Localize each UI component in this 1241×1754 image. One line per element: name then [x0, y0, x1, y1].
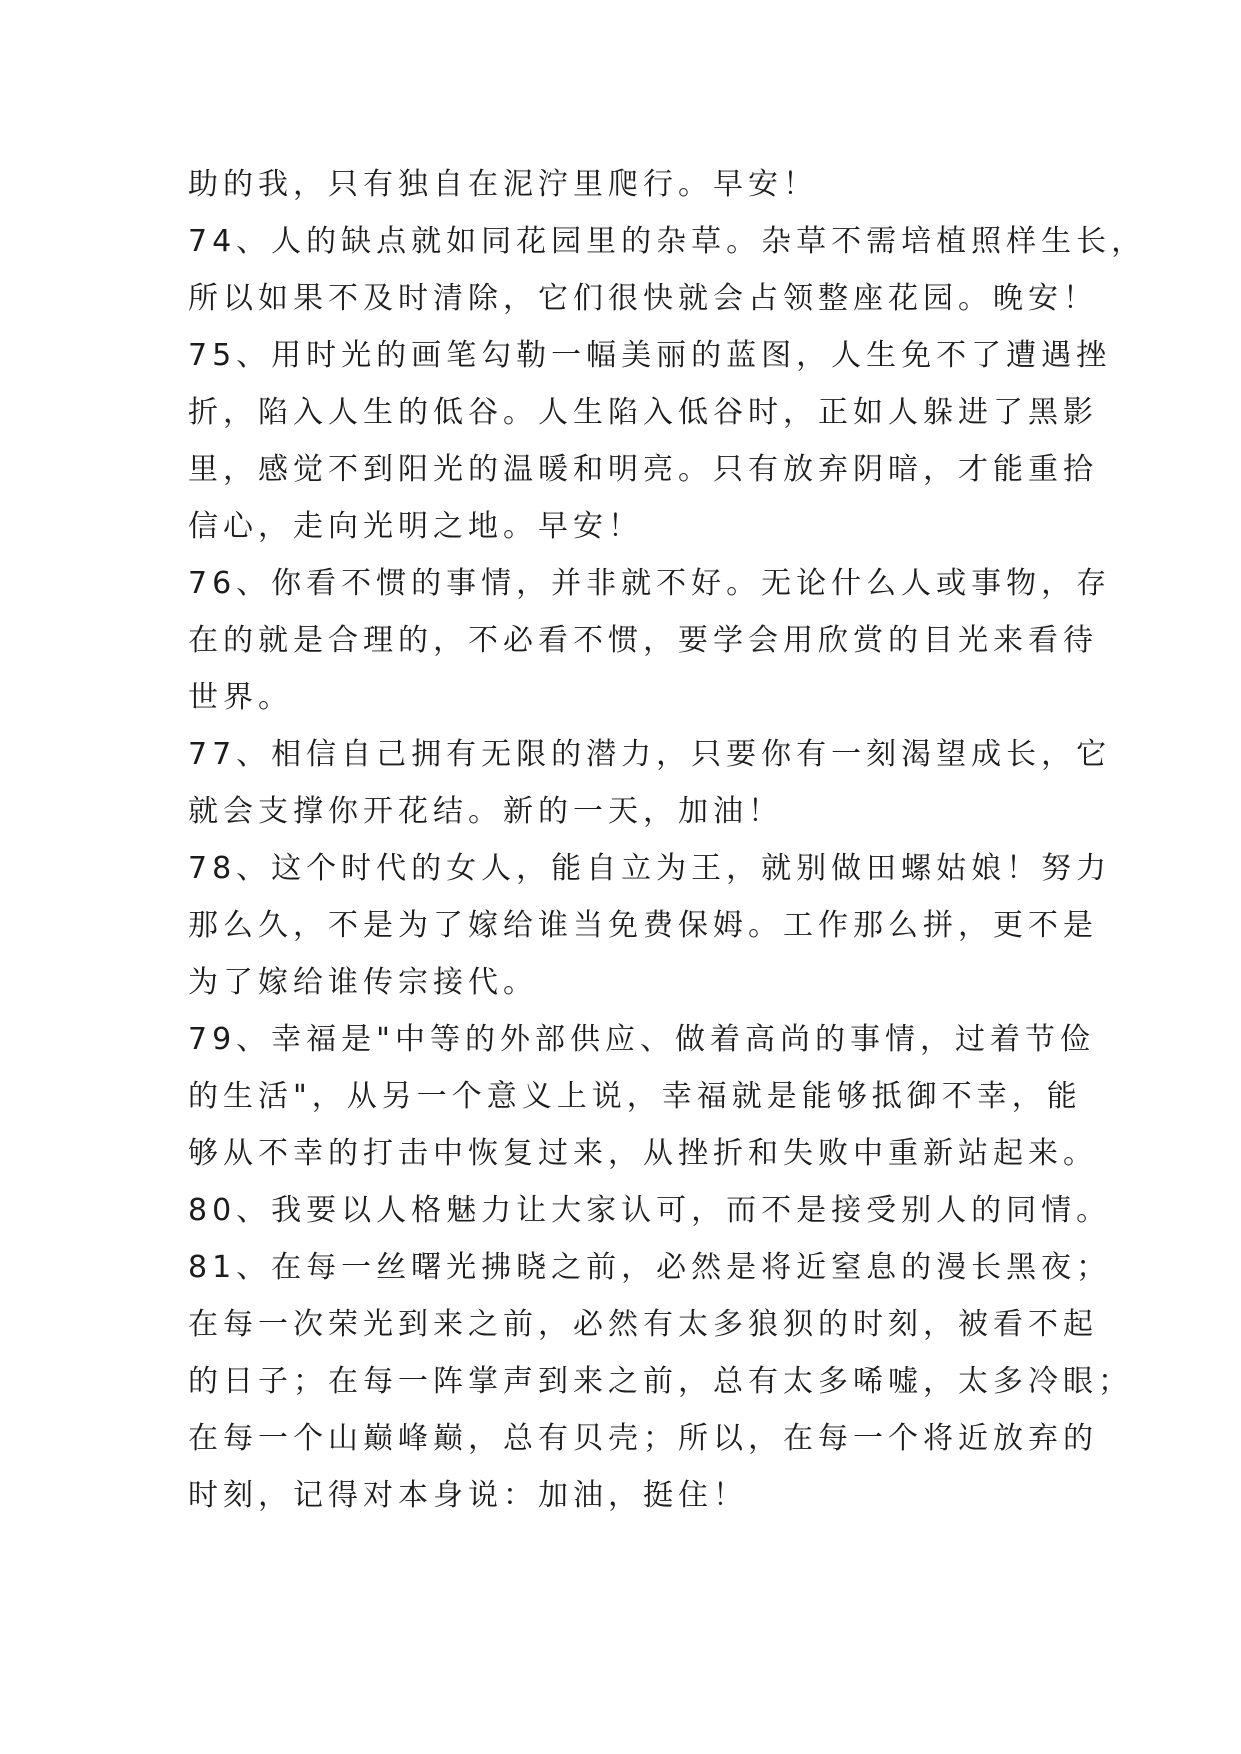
text-line: 就会支撑你开花结。新的一天，加油！	[188, 794, 783, 829]
text-line: 助的我，只有独自在泥泞里爬行。早安！	[188, 167, 818, 202]
text-line: 折，陷入人生的低谷。人生陷入低谷时，正如人躲进了黑影	[188, 395, 1098, 430]
text-line: 80、我要以人格魅力让大家认可，而不是接受别人的同情。	[188, 1193, 1112, 1228]
text-line: 在每一个山巅峰巅，总有贝壳；所以，在每一个将近放弃的	[188, 1421, 1098, 1456]
text-line: 那么久，不是为了嫁给谁当免费保姆。工作那么拼，更不是	[188, 908, 1098, 943]
text-line: 在的就是合理的，不必看不惯，要学会用欣赏的目光来看待	[188, 623, 1098, 658]
text-line: 77、相信自己拥有无限的潜力，只要你有一刻渴望成长，它	[188, 737, 1112, 772]
text-line: 的日子；在每一阵掌声到来之前，总有太多唏嘘，太多冷眼；	[188, 1364, 1133, 1399]
text-line: 所以如果不及时清除，它们很快就会占领整座花园。晚安！	[188, 281, 1098, 316]
text-line: 世界。	[188, 680, 293, 715]
text-line: 时刻，记得对本身说：加油，挺住！	[188, 1478, 748, 1513]
text-line: 75、用时光的画笔勾勒一幅美丽的蓝图，人生免不了遭遇挫	[188, 338, 1112, 373]
text-line: 81、在每一丝曙光拂晓之前，必然是将近窒息的漫长黑夜；	[188, 1250, 1112, 1285]
text-line: 76、你看不惯的事情，并非就不好。无论什么人或事物，存	[188, 566, 1112, 601]
body-text	[188, 156, 1147, 1524]
text-line: 79、幸福是"中等的外部供应、做着高尚的事情，过着节俭	[188, 1022, 1095, 1057]
text-line: 为了嫁给谁传宗接代。	[188, 965, 538, 1000]
text-line: 里，感觉不到阳光的温暖和明亮。只有放弃阴暗，才能重拾	[188, 452, 1098, 487]
text-line: 74、人的缺点就如同花园里的杂草。杂草不需培植照样生长，	[188, 224, 1147, 259]
text-line: 78、这个时代的女人，能自立为王，就别做田螺姑娘！努力	[188, 851, 1112, 886]
text-line: 的生活"，从另一个意义上说，幸福就是能够抵御不幸，能	[188, 1079, 1082, 1114]
text-line: 信心，走向光明之地。早安！	[188, 509, 643, 544]
text-line: 在每一次荣光到来之前，必然有太多狼狈的时刻，被看不起	[188, 1307, 1098, 1342]
text-line: 够从不幸的打击中恢复过来，从挫折和失败中重新站起来。	[188, 1136, 1098, 1171]
